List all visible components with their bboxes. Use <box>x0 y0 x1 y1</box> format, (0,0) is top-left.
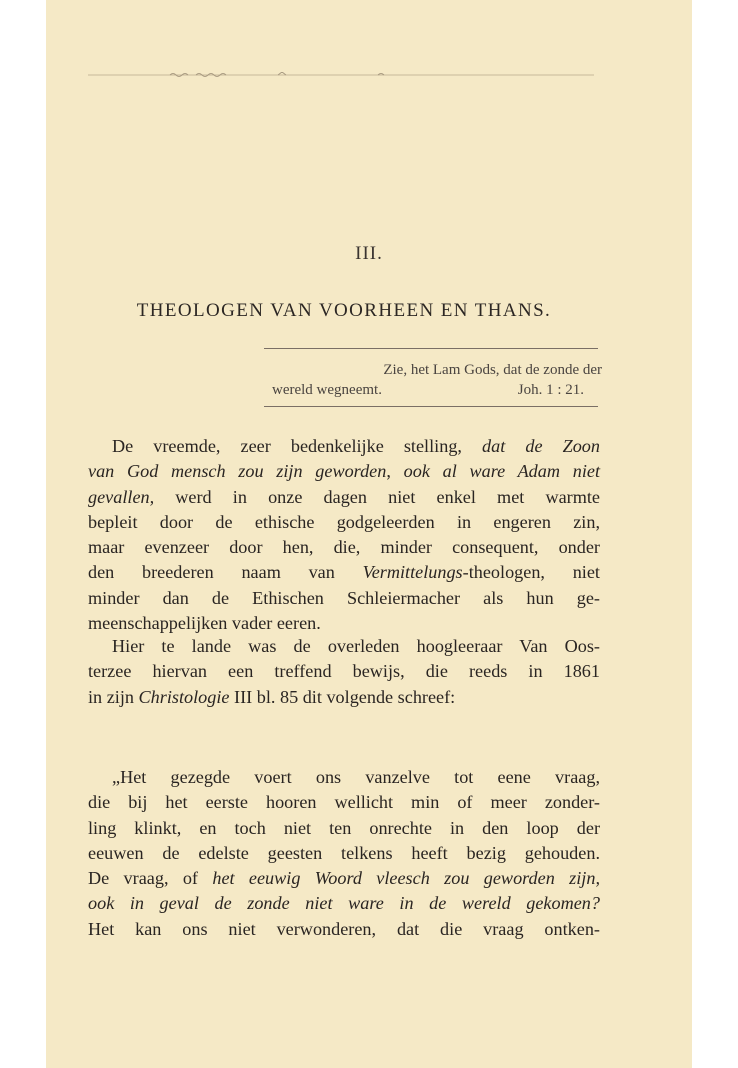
text-line: bepleit door de ethische godgeleerden in engeren zin, <box>88 511 600 532</box>
text-line: eeuwen de edelste geesten telkens heeft bezig gehouden. <box>88 842 600 863</box>
text-line: ling klinkt, en toch niet ten onrechte in den loop der <box>88 817 600 838</box>
text-line: De vreemde, zeer bedenkelijke stelling, dat de Zoon <box>112 436 600 456</box>
text-line: van God mensch zou zijn geworden, ook al ware Adam niet <box>88 461 601 482</box>
text-line: in zijn Christologie III bl. 85 dit volgende schreef: <box>88 686 456 707</box>
epigraph-bottom-rule <box>264 406 598 407</box>
epigraph-text: wereld wegneemt. <box>272 382 382 398</box>
text-line: terzee hiervan een treffend bewijs, die reeds in 1861 <box>88 661 600 682</box>
chapter-number: III. <box>355 243 383 264</box>
text-line: De vraag, of het eeuwig Woord vleesch zou geworden zijn, <box>88 868 600 889</box>
paragraph-2 <box>88 634 600 710</box>
epigraph-line-2 <box>266 380 602 400</box>
decorative-header-rule <box>88 72 594 78</box>
text-line: die bij het eerste hooren wellicht min of meer zonder- <box>88 792 600 813</box>
epigraph-reference: Joh. 1 : 21. <box>517 382 584 398</box>
text-line: „Het gezegde voert ons vanzelve tot eene vraag, <box>112 767 600 787</box>
text-line: maar evenzeer door hen, die, minder consequent, onder <box>88 537 600 558</box>
text-line: minder dan de Ethischen Schleiermacher als hun ge- <box>88 587 600 608</box>
epigraph-top-rule <box>264 348 598 349</box>
epigraph <box>266 360 602 400</box>
quotation <box>88 765 600 942</box>
text-line: meenschappelijken vader eeren. <box>88 613 321 634</box>
paragraph-1 <box>88 434 600 636</box>
text-line: Hier te lande was de overleden hoogleeraar Van Oos- <box>112 636 600 656</box>
text-line: ook in geval de zonde niet ware in de wereld gekomen? <box>88 893 600 914</box>
text-line: den breederen naam van Vermittelungs-theologen, niet <box>88 562 600 583</box>
epigraph-line-1: Zie, het Lam Gods, dat de zonde der <box>383 362 602 378</box>
text-line: gevallen, werd in onze dagen niet enkel met warmte <box>88 486 600 507</box>
text-line: Het kan ons niet verwonderen, dat die vraag ontken- <box>88 918 600 939</box>
chapter-title: THEOLOGEN VAN VOORHEEN EN THANS. <box>136 300 552 321</box>
